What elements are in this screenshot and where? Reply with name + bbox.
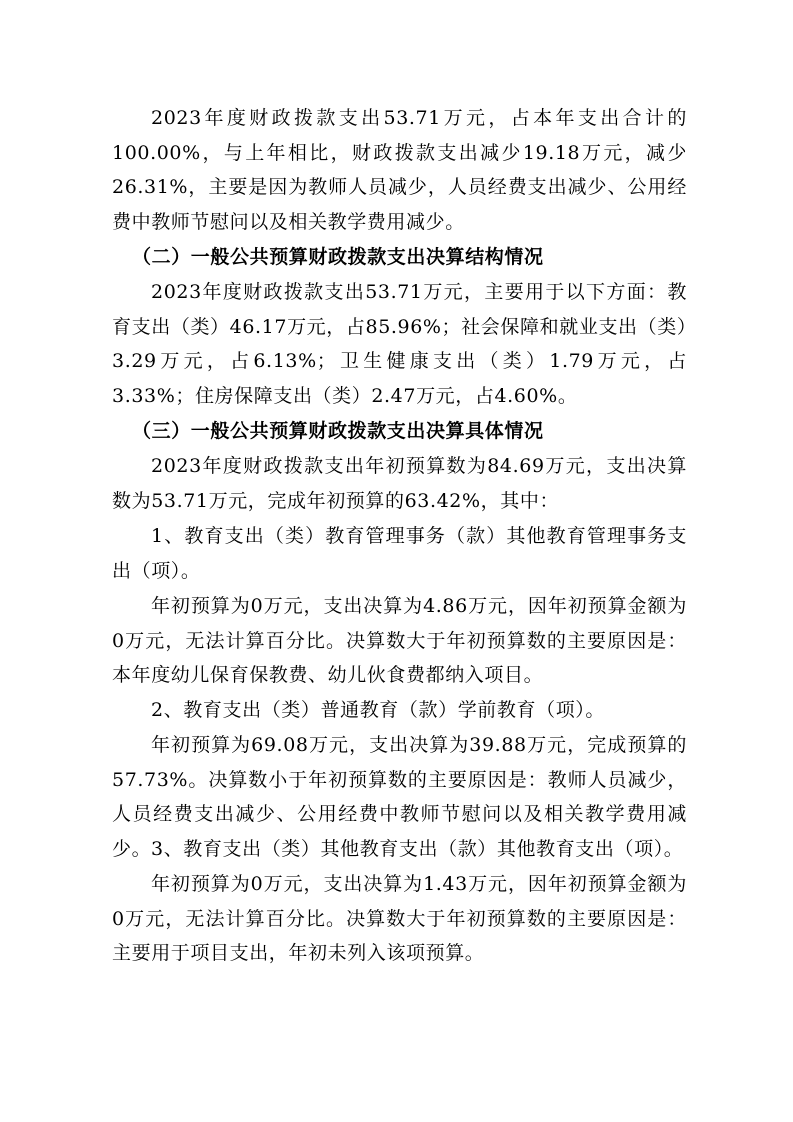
paragraph-item-3-detail: 年初预算为0万元，支出决算为1.43万元，因年初预算金额为0万元，无法计算百分比。决算数大于年初预算数的主要原因是：主要用于项目支出，年初未列入该项预算。 — [112, 873, 687, 965]
paragraph-budget-completion: 2023年度财政拨款支出年初预算数为84.69万元，支出决算数为53.71万元，完成年初预算的63.42%，其中： — [112, 455, 687, 512]
paragraph-item-2-detail: 年初预算为69.08万元，支出决算为39.88万元，完成预算的57.73%。决算数小于年初预算数的主要原因是：教师人员减少，人员经费支出减少、公用经费中教师节慰问以及相关教学费用减少。 — [112, 734, 687, 860]
paragraph-structure-details: 2023年度财政拨款支出53.71万元，主要用于以下方面：教育支出（类）46.17万元，占85.96%；社会保障和就业支出（类）3.29万元，占6.13%；卫生健康支出（类）1.79万元，占3.33%；住房保障支出（类）2.47万元，占4.60%。 — [112, 281, 687, 407]
section-heading-specifics: （三）一般公共预算财政拨款支出决算具体情况 — [132, 420, 544, 442]
paragraph-item-1-title: 1、教育支出（类）教育管理事务（款）其他教育管理事务支出（项）。 — [112, 525, 687, 582]
section-heading-structure: （二）一般公共预算财政拨款支出决算结构情况 — [132, 246, 544, 268]
paragraph-item-2-title: 2、教育支出（类）普通教育（款）学前教育（项）。 — [151, 699, 605, 721]
paragraph-item-3-title: 3、教育支出（类）其他教育支出（款）其他教育支出（项）。 — [151, 838, 684, 860]
paragraph-item-1-detail: 年初预算为0万元，支出决算为4.86万元，因年初预算金额为0万元，无法计算百分比。决算数大于年初预算数的主要原因是：本年度幼儿保育保教费、幼儿伙食费都纳入项目。 — [112, 595, 687, 687]
paragraph-expenditure-summary: 2023年度财政拨款支出53.71万元，占本年支出合计的100.00%，与上年相比，财政拨款支出减少19.18万元，减少26.31%，主要是因为教师人员减少，人员经费支出减少、公用经费中教师节慰问以及相关教学费用减少。 — [112, 107, 687, 233]
